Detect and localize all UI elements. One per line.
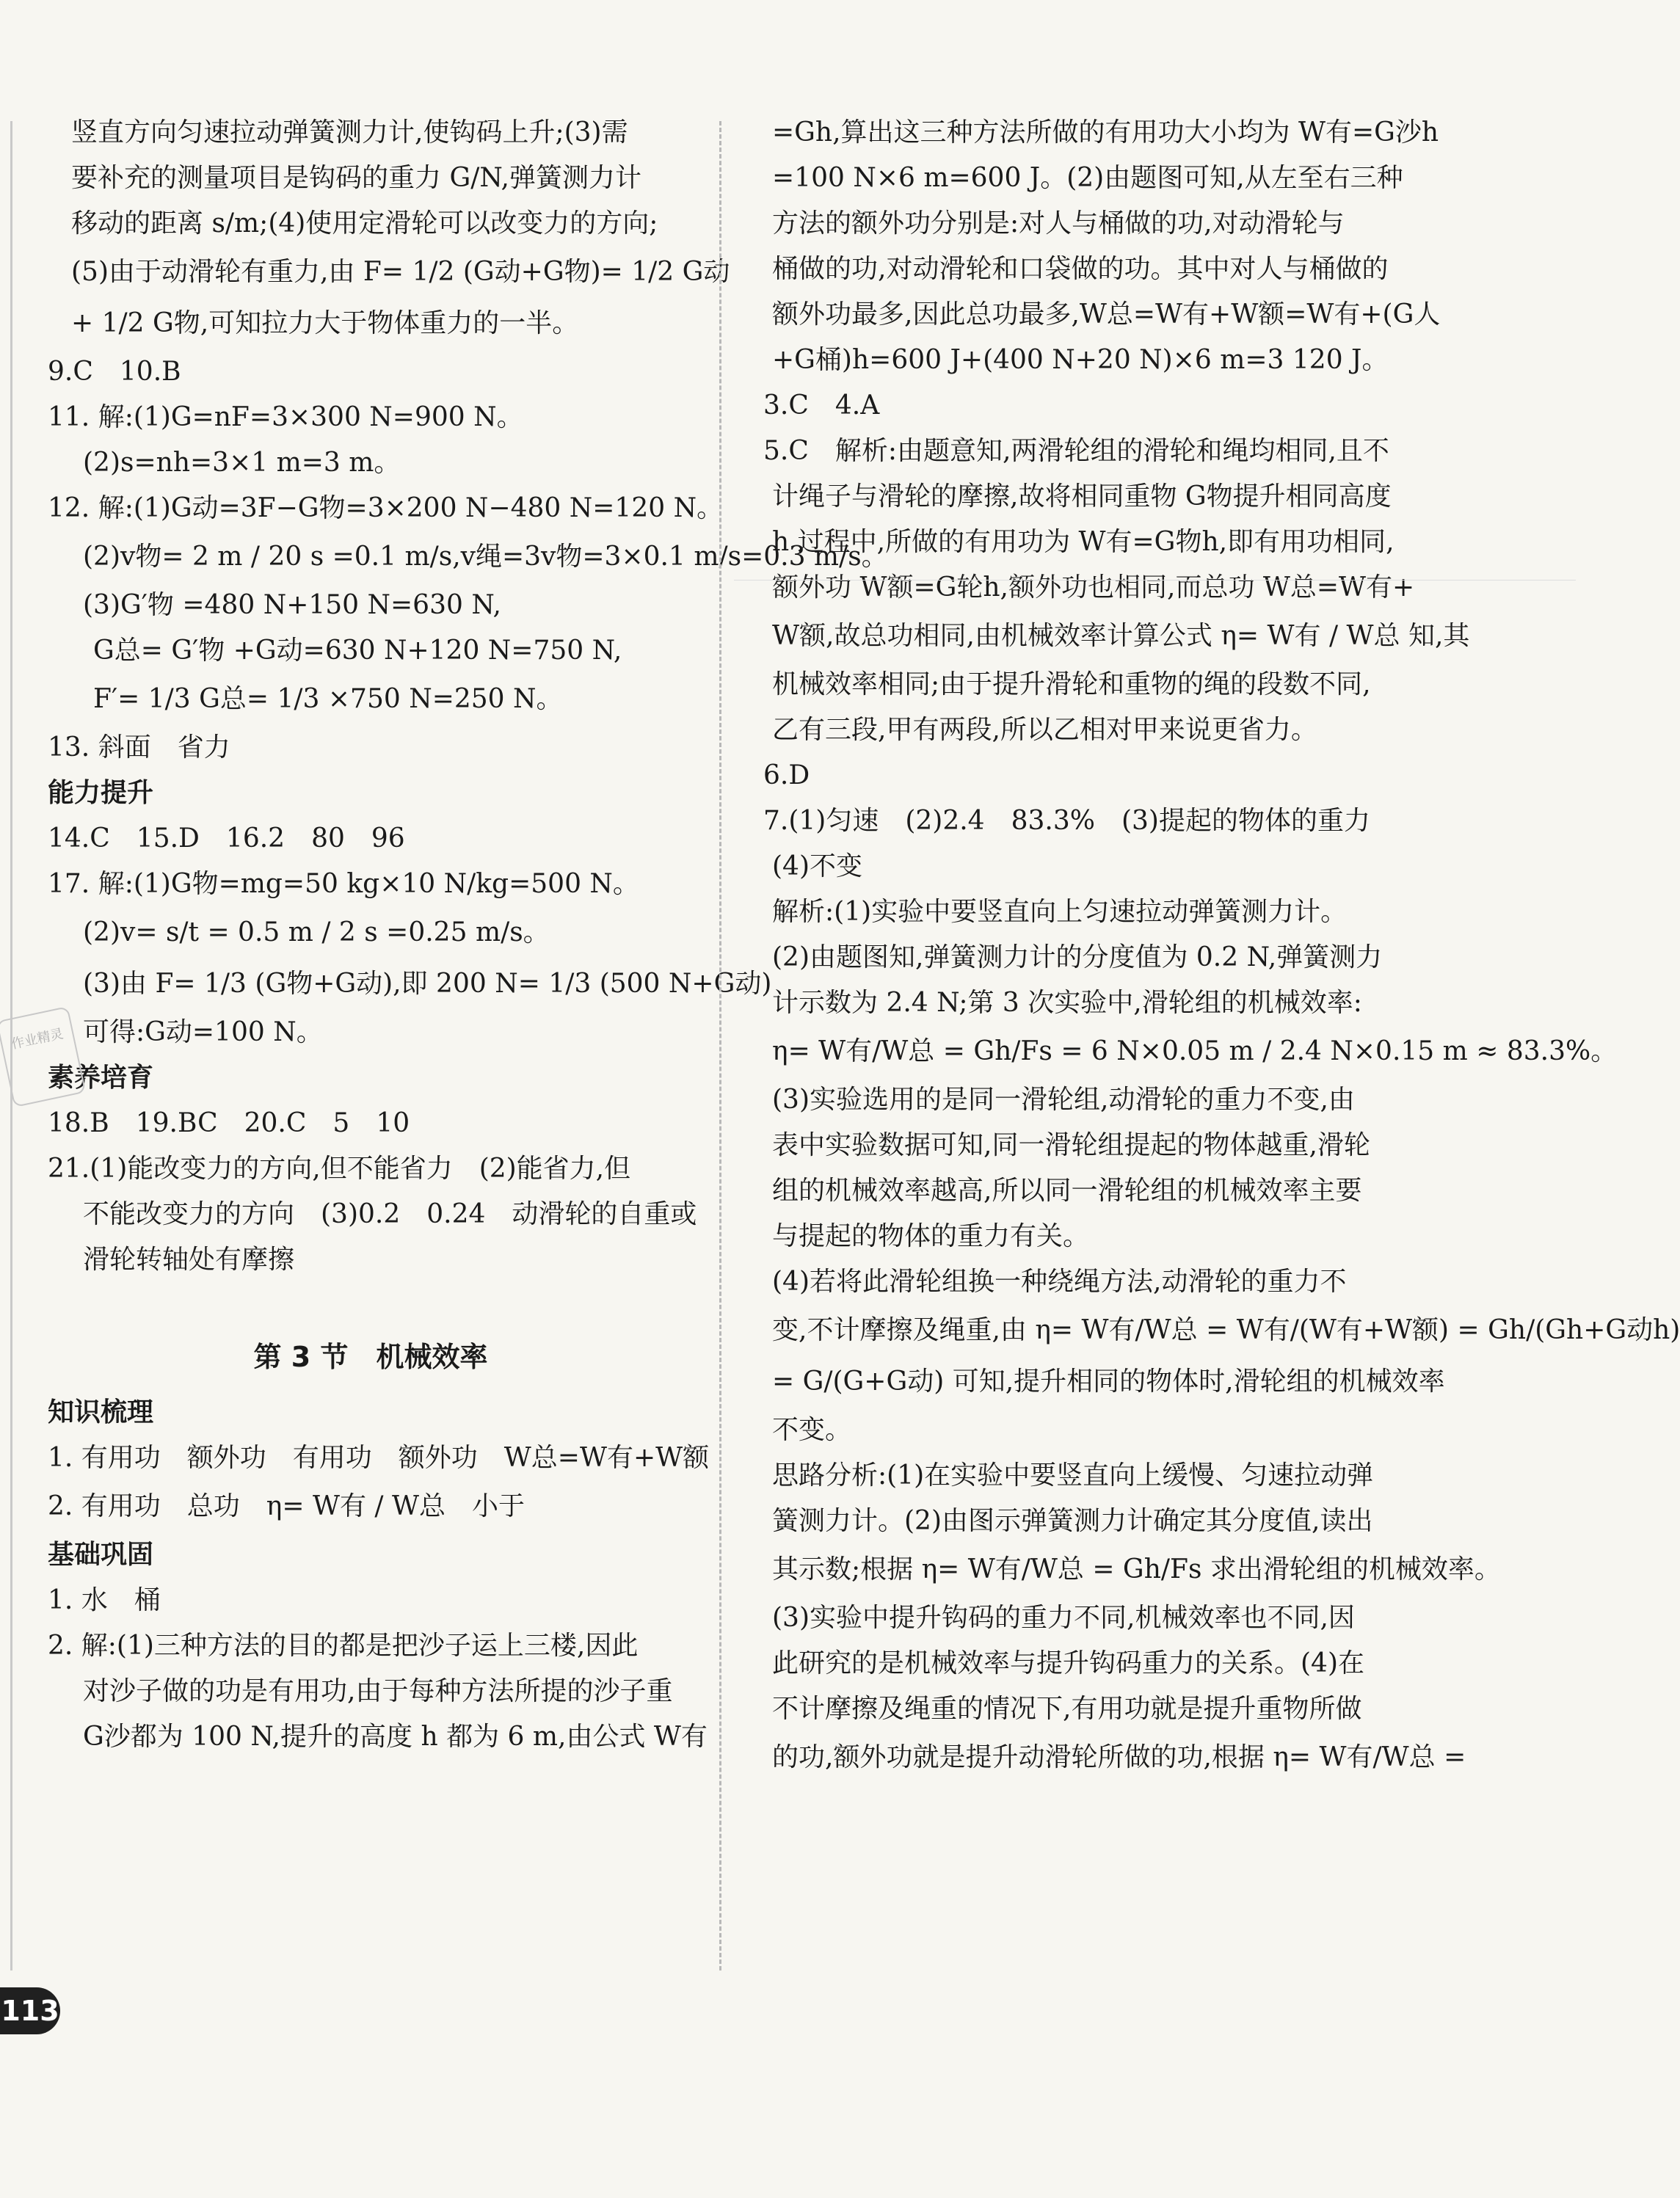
text-line: 此研究的是机械效率与提升钩码重力的关系。(4)在: [772, 1648, 1364, 1678]
watermark-stamp: 作业精灵: [0, 1006, 86, 1107]
text-line: G总= G′物 +G动=630 N+120 N=750 N,: [93, 636, 622, 666]
text-line: W额,故总功相同,由机械效率计算公式 η= W有 / W总 知,其: [772, 621, 1470, 651]
text-line: 12. 解:(1)G动=3F−G物=3×200 N−480 N=120 N。: [48, 493, 724, 523]
text-line: F′= 1/3 G总= 1/3 ×750 N=250 N。: [93, 684, 563, 714]
section-heading: 知识梳理: [48, 1397, 154, 1427]
text-line: 1. 有用功 额外功 有用功 额外功 W总=W有+W额: [48, 1443, 710, 1473]
text-line: (3)实验选用的是同一滑轮组,动滑轮的重力不变,由: [772, 1085, 1355, 1115]
text-line: 额外功最多,因此总功最多,W总=W有+W额=W有+(G人: [772, 299, 1441, 330]
text-line: (3)G′物 =480 N+150 N=630 N,: [83, 590, 501, 620]
text-line: 14.C 15.D 16.2 80 96: [48, 823, 405, 854]
section-heading: 基础巩固: [48, 1540, 154, 1570]
text-line: 滑轮转轴处有摩擦: [83, 1245, 295, 1275]
text-line: 11. 解:(1)G=nF=3×300 N=900 N。: [48, 402, 523, 432]
text-line: 与提起的物体的重力有关。: [772, 1221, 1090, 1251]
text-line: (3)实验中提升钩码的重力不同,机械效率也不同,因: [772, 1603, 1355, 1633]
text-line: 簧测力计。(2)由图示弹簧测力计确定其分度值,读出: [772, 1506, 1373, 1536]
text-line: (3)由 F= 1/3 (G物+G动),即 200 N= 1/3 (500 N+G动): [83, 969, 772, 999]
text-line: 移动的距离 s/m;(4)使用定滑轮可以改变力的方向;: [71, 208, 658, 239]
text-line: (4)若将此滑轮组换一种绕绳方法,动滑轮的重力不: [772, 1267, 1347, 1297]
text-line: 方法的额外功分别是:对人与桶做的功,对动滑轮与: [772, 208, 1345, 239]
text-line: 对沙子做的功是有用功,由于每种方法所提的沙子重: [83, 1676, 673, 1706]
text-line: 思路分析:(1)在实验中要竖直向上缓慢、匀速拉动弹: [772, 1460, 1374, 1491]
text-line: 21.(1)能改变力的方向,但不能省力 (2)能省力,但: [48, 1154, 631, 1184]
text-line: 要补充的测量项目是钩码的重力 G/N,弹簧测力计: [71, 163, 641, 193]
text-line: G沙都为 100 N,提升的高度 h 都为 6 m,由公式 W有: [83, 1722, 708, 1752]
page-fold-line: [734, 580, 1576, 581]
text-line: h 过程中,所做的有用功为 W有=G物h,即有用功相同,: [772, 527, 1394, 557]
chapter-title: 第 3 节 机械效率: [253, 1341, 488, 1373]
text-line: 13. 斜面 省力: [48, 732, 230, 763]
section-heading: 素养培育: [48, 1063, 154, 1093]
text-line: 额外功 W额=G轮h,额外功也相同,而总功 W总=W有+: [772, 572, 1415, 603]
text-line: 9.C 10.B: [48, 357, 181, 387]
text-line: 17. 解:(1)G物=mg=50 kg×10 N/kg=500 N。: [48, 869, 639, 899]
page-number: 113: [0, 1987, 60, 2034]
text-line: 7.(1)匀速 (2)2.4 83.3% (3)提起的物体的重力: [763, 806, 1370, 836]
text-line: η= W有/W总 = Gh/Fs = 6 N×0.05 m / 2.4 N×0.15 m ≈ 83.3%。: [772, 1036, 1618, 1066]
text-line: 2. 解:(1)三种方法的目的都是把沙子运上三楼,因此: [48, 1631, 639, 1661]
text-line: 18.B 19.BC 20.C 5 10: [48, 1108, 410, 1138]
text-line: =Gh,算出这三种方法所做的有用功大小均为 W有=G沙h: [772, 117, 1439, 148]
column-divider: [719, 121, 721, 1970]
text-line: 3.C 4.A: [763, 390, 880, 421]
text-line: +G桶)h=600 J+(400 N+20 N)×6 m=3 120 J。: [772, 345, 1389, 375]
text-line: 5.C 解析:由题意知,两滑轮组的滑轮和绳均相同,且不: [763, 436, 1389, 466]
text-line: 2. 有用功 总功 η= W有 / W总 小于: [48, 1491, 525, 1521]
text-line: = G/(G+G动) 可知,提升相同的物体时,滑轮组的机械效率: [772, 1367, 1445, 1397]
text-line: 表中实验数据可知,同一滑轮组提起的物体越重,滑轮: [772, 1130, 1370, 1160]
text-line: (2)v物= 2 m / 20 s =0.1 m/s,v绳=3v物=3×0.1 m/s=0.3 m/s。: [83, 542, 888, 572]
text-line: (2)v= s/t = 0.5 m / 2 s =0.25 m/s。: [83, 917, 550, 947]
text-line: 不变。: [772, 1415, 852, 1445]
text-line: + 1/2 G物,可知拉力大于物体重力的一半。: [71, 308, 579, 338]
text-line: (2)s=nh=3×1 m=3 m。: [83, 448, 401, 478]
text-line: 桶做的功,对动滑轮和口袋做的功。其中对人与桶做的: [772, 254, 1389, 284]
text-line: 的功,额外功就是提升动滑轮所做的功,根据 η= W有/W总 =: [772, 1742, 1466, 1772]
text-line: 不计摩擦及绳重的情况下,有用功就是提升重物所做: [772, 1694, 1362, 1724]
text-line: 变,不计摩擦及绳重,由 η= W有/W总 = W有/(W有+W额) = Gh/(Gh+G动h): [772, 1315, 1680, 1345]
text-line: 组的机械效率越高,所以同一滑轮组的机械效率主要: [772, 1176, 1362, 1206]
text-line: 计绳子与滑轮的摩擦,故将相同重物 G物提升相同高度: [772, 481, 1392, 512]
text-line: 计示数为 2.4 N;第 3 次实验中,滑轮组的机械效率:: [772, 988, 1362, 1018]
text-line: =100 N×6 m=600 J。(2)由题图可知,从左至右三种: [772, 163, 1403, 193]
text-line: (4)不变: [772, 851, 862, 881]
text-line: 乙有三段,甲有两段,所以乙相对甲来说更省力。: [772, 715, 1317, 745]
text-line: 1. 水 桶: [48, 1585, 161, 1615]
text-line: 竖直方向匀速拉动弹簧测力计,使钩码上升;(3)需: [71, 117, 628, 148]
text-line: 机械效率相同;由于提升滑轮和重物的绳的段数不同,: [772, 669, 1371, 699]
text-line: 解析:(1)实验中要竖直向上匀速拉动弹簧测力计。: [772, 897, 1348, 927]
right-column: [763, 110, 1680, 1783]
text-line: (2)由题图知,弹簧测力计的分度值为 0.2 N,弹簧测力: [772, 942, 1383, 972]
text-line: 可得:G动=100 N。: [83, 1017, 323, 1047]
section-heading: 能力提升: [48, 778, 154, 808]
text-line: (5)由于动滑轮有重力,由 F= 1/2 (G动+G物)= 1/2 G动: [71, 257, 730, 287]
text-line: 其示数;根据 η= W有/W总 = Gh/Fs 求出滑轮组的机械效率。: [772, 1554, 1501, 1584]
text-line: 6.D: [763, 760, 810, 790]
text-line: 不能改变力的方向 (3)0.2 0.24 动滑轮的自重或: [83, 1199, 697, 1229]
